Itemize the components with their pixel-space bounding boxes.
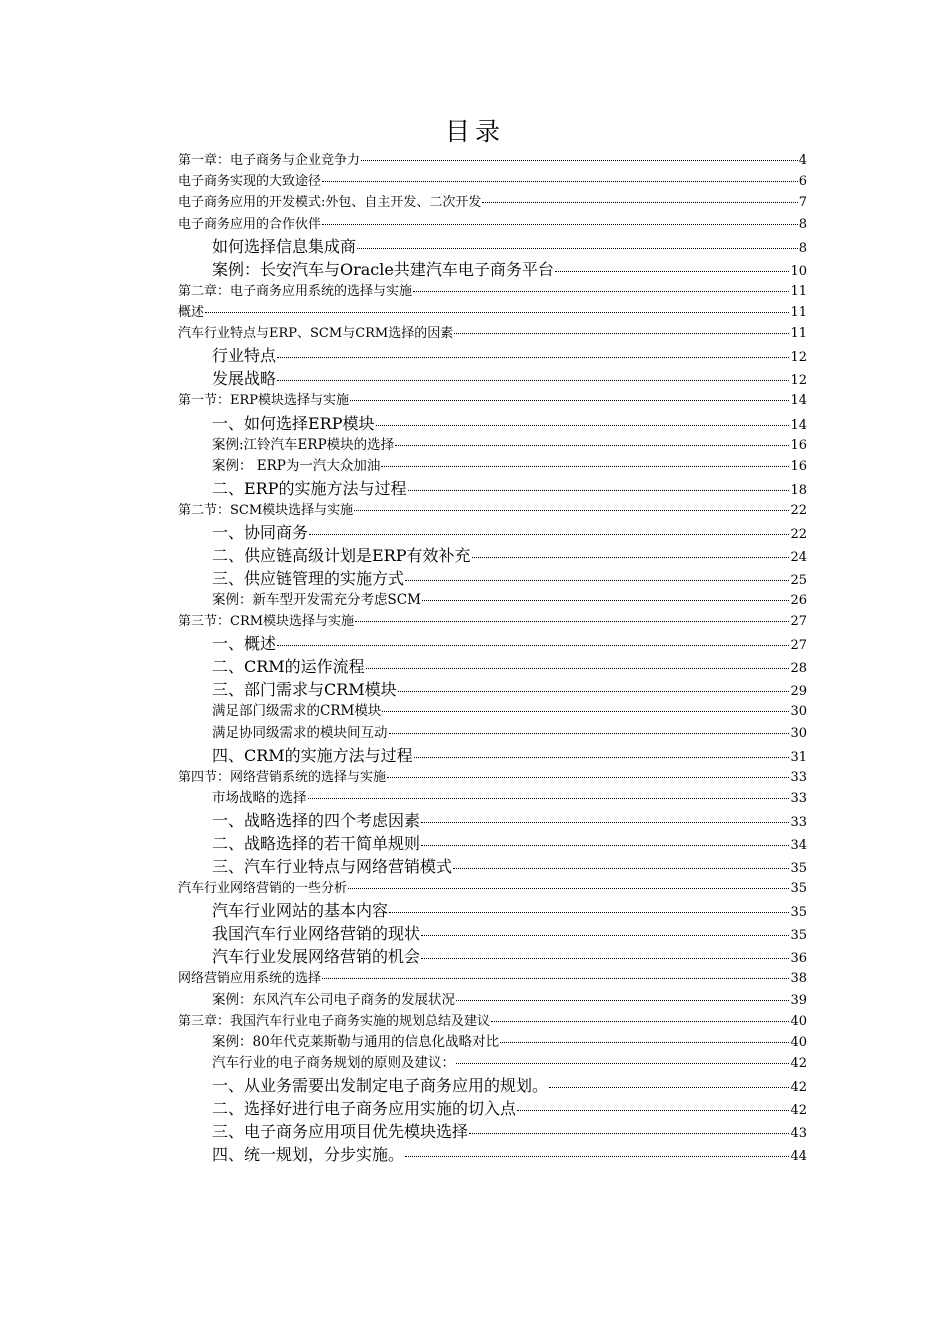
toc-entry-page-number: 18 (790, 482, 807, 498)
toc-entry-page-number: 11 (790, 326, 807, 342)
toc-entry-label: 一、概述 (212, 634, 277, 654)
toc-entry-label: 汽车行业特点与ERP、SCM与CRM选择的因素 (178, 326, 454, 342)
dot-leader (395, 445, 789, 446)
toc-entry-label: 三、供应链管理的实施方式 (212, 569, 405, 589)
dot-leader (421, 845, 789, 846)
toc-entry-label: 第一节：ERP模块选择与实施 (178, 393, 350, 409)
dot-leader (389, 912, 789, 913)
toc-entry-label: 案例：长安汽车与Oracle共建汽车电子商务平台 (212, 259, 554, 279)
dot-leader (398, 691, 790, 692)
toc-entry[interactable] (178, 809, 807, 832)
toc-entry-label: 二、供应链高级计划是ERP有效补充 (212, 546, 471, 566)
toc-entry-label: 发展战略 (212, 369, 277, 389)
toc-entry-label: 案例：新车型开发需充分考虑SCM (212, 592, 421, 609)
toc-entry-label: 四、统一规划，分步实施。 (212, 1145, 405, 1165)
toc-entry-label: 网络营销应用系统的选择 (178, 971, 322, 987)
toc-entry-page-number: 34 (790, 838, 807, 854)
toc-entry[interactable] (178, 456, 807, 477)
toc-entry[interactable] (178, 701, 807, 722)
toc-entry-label: 行业特点 (212, 346, 277, 366)
toc-entry[interactable] (178, 990, 807, 1011)
toc-entry[interactable] (178, 611, 807, 632)
toc-entry-label: 如何选择信息集成商 (212, 236, 357, 256)
dot-leader (408, 490, 790, 491)
toc-entry-page-number: 12 (790, 350, 807, 366)
toc-entry[interactable] (178, 500, 807, 521)
dot-leader (421, 958, 789, 959)
dot-leader (517, 1110, 789, 1111)
toc-entry-page-number: 28 (790, 661, 807, 677)
toc-entry[interactable] (178, 521, 807, 544)
toc-entry-page-number: 33 (790, 791, 807, 806)
toc-entry-label: 满足协同级需求的模块间互动 (212, 724, 388, 741)
toc-entry-label: 三、部门需求与CRM模块 (212, 680, 397, 700)
toc-entry[interactable] (178, 1032, 807, 1053)
toc-entry[interactable] (178, 968, 807, 989)
dot-leader (405, 580, 789, 581)
toc-entry-label: 三、汽车行业特点与网络营销模式 (212, 857, 453, 877)
toc-entry-label: 电子商务应用的合作伙伴 (178, 216, 322, 232)
toc-entry[interactable] (178, 590, 807, 611)
dot-leader (456, 1063, 789, 1064)
toc-entry-page-number: 29 (790, 684, 807, 700)
dot-leader (413, 291, 789, 292)
toc-entry-page-number: 11 (790, 283, 807, 299)
page-title: 目录 (444, 117, 505, 146)
dot-leader (491, 1021, 789, 1022)
dot-leader (549, 1087, 789, 1088)
toc-entry-page-number: 14 (790, 417, 807, 433)
toc-entry-page-number: 42 (790, 1056, 807, 1072)
dot-leader (482, 202, 797, 203)
toc-entry-label: 三、电子商务应用项目优先模块选择 (212, 1122, 469, 1142)
toc-entry[interactable] (178, 567, 807, 590)
toc-entry-page-number: 16 (790, 437, 807, 453)
toc-entry[interactable] (178, 281, 807, 302)
dot-leader (421, 822, 789, 823)
toc-entry-label: 案例：80年代克莱斯勒与通用的信息化战略对比 (212, 1033, 500, 1050)
toc-entry[interactable] (178, 323, 807, 344)
toc-entry[interactable] (178, 744, 807, 767)
toc-entry[interactable] (178, 435, 807, 456)
toc-entry-page-number: 33 (790, 769, 807, 785)
dot-leader (350, 400, 789, 401)
toc-entry-page-number: 8 (798, 240, 807, 256)
toc-entry-page-number: 4 (798, 153, 807, 168)
toc-entry-label: 第三节：CRM模块选择与实施 (178, 614, 355, 630)
dot-leader (382, 711, 789, 712)
toc-entry-label: 案例：东风汽车公司电子商务的发展状况 (212, 991, 455, 1008)
toc-entry-page-number: 7 (798, 195, 807, 211)
toc-entry-label: 案例:江铃汽车ERP模块的选择 (212, 436, 395, 453)
toc-entry-label: 电子商务实现的大致途径 (178, 174, 322, 190)
toc-entry-label: 案例： ERP为一汽大众加油 (212, 457, 381, 474)
toc-entry-page-number: 12 (790, 373, 807, 389)
toc-entry[interactable] (178, 150, 807, 171)
dot-leader (357, 248, 798, 249)
toc-entry[interactable] (178, 390, 807, 411)
dot-leader (205, 312, 789, 313)
dot-leader (454, 333, 789, 334)
toc-entry-page-number: 33 (790, 815, 807, 831)
toc-entry[interactable] (178, 344, 807, 367)
toc-entry-label: 第二章：电子商务应用系统的选择与实施 (178, 283, 413, 299)
toc-entry[interactable] (178, 258, 807, 281)
dot-leader (500, 1042, 789, 1043)
toc-entry-page-number: 30 (790, 725, 807, 741)
toc-entry-label: 汽车行业网站的基本内容 (212, 901, 389, 921)
toc-entry-page-number: 26 (790, 593, 807, 609)
dot-leader (376, 425, 790, 426)
toc-entry-page-number: 35 (790, 881, 807, 897)
dot-leader (414, 757, 790, 758)
dot-leader (348, 888, 789, 889)
dot-leader (355, 621, 789, 622)
dot-leader (453, 868, 789, 869)
toc-entry-page-number: 6 (798, 174, 807, 190)
toc-entry-page-number: 25 (790, 573, 807, 589)
toc-entry-label: 汽车行业发展网络营销的机会 (212, 947, 421, 967)
toc-entry[interactable] (178, 922, 807, 945)
toc-entry-label: 二、战略选择的若干简单规则 (212, 834, 421, 854)
toc-entry-label: 电子商务应用的开发模式:外包、自主开发、二次开发 (178, 195, 482, 211)
toc-entry-page-number: 42 (790, 1103, 807, 1119)
toc-entry-page-number: 30 (790, 704, 807, 720)
toc-entry[interactable] (178, 412, 807, 435)
dot-leader (405, 1156, 789, 1157)
dot-leader (322, 224, 798, 225)
dot-leader (308, 798, 790, 799)
dot-leader (389, 733, 790, 734)
toc-entry[interactable] (178, 878, 807, 899)
toc-entry-page-number: 36 (790, 951, 807, 967)
toc-entry[interactable] (178, 477, 807, 500)
table-of-contents (178, 150, 807, 1166)
toc-entry[interactable] (178, 899, 807, 922)
dot-leader (354, 510, 789, 511)
toc-entry[interactable] (178, 1011, 807, 1032)
toc-entry-page-number: 35 (790, 905, 807, 921)
toc-entry[interactable] (178, 367, 807, 390)
toc-entry-label: 一、从业务需要出发制定电子商务应用的规划。 (212, 1076, 549, 1096)
dot-leader (456, 1000, 789, 1001)
toc-entry-label: 我国汽车行业网络营销的现状 (212, 924, 421, 944)
toc-entry[interactable] (178, 235, 807, 258)
toc-entry-page-number: 27 (790, 638, 807, 654)
toc-entry[interactable] (178, 544, 807, 567)
toc-entry[interactable] (178, 945, 807, 968)
toc-entry-label: 第三章：我国汽车行业电子商务实施的规划总结及建议 (178, 1013, 491, 1029)
toc-entry[interactable] (178, 655, 807, 678)
toc-entry-label: 汽车行业的电子商务规划的原则及建议： (212, 1055, 455, 1072)
toc-entry-label: 第四节：网络营销系统的选择与实施 (178, 769, 387, 785)
toc-entry-page-number: 35 (790, 928, 807, 944)
toc-entry[interactable] (178, 1120, 807, 1143)
dot-leader (277, 357, 789, 358)
toc-entry[interactable] (178, 767, 807, 788)
dot-leader (555, 271, 790, 272)
dot-leader (421, 935, 789, 936)
toc-entry[interactable] (178, 832, 807, 855)
toc-entry-label: 二、选择好进行电子商务应用实施的切入点 (212, 1099, 517, 1119)
toc-entry-page-number: 40 (790, 1013, 807, 1029)
toc-entry-page-number: 11 (790, 304, 807, 320)
dot-leader (322, 181, 798, 182)
toc-entry-label: 第一章：电子商务与企业竞争力 (178, 153, 361, 168)
dot-leader (366, 668, 790, 669)
toc-entry[interactable] (178, 788, 807, 809)
toc-entry-label: 二、CRM的运作流程 (212, 657, 365, 677)
toc-entry[interactable] (178, 192, 807, 213)
dot-leader (422, 600, 790, 601)
toc-entry[interactable] (178, 171, 807, 192)
toc-entry-page-number: 39 (790, 992, 807, 1008)
toc-entry[interactable] (178, 1143, 807, 1166)
toc-entry-label: 概述 (178, 304, 205, 320)
toc-entry-label: 一、如何选择ERP模块 (212, 413, 375, 433)
toc-entry-page-number: 31 (790, 749, 807, 765)
dot-leader (277, 380, 789, 381)
toc-entry-page-number: 16 (790, 458, 807, 474)
toc-entry-page-number: 38 (790, 971, 807, 987)
toc-entry-page-number: 42 (790, 1080, 807, 1096)
dot-leader (469, 1133, 789, 1134)
toc-entry-page-number: 10 (790, 263, 807, 279)
dot-leader (472, 557, 790, 558)
toc-entry-label: 第二节：SCM模块选择与实施 (178, 502, 354, 518)
toc-entry[interactable] (178, 214, 807, 235)
toc-entry[interactable] (178, 723, 807, 744)
toc-entry[interactable] (178, 1074, 807, 1097)
dot-leader (361, 160, 798, 161)
toc-entry-page-number: 35 (790, 861, 807, 877)
toc-entry[interactable] (178, 302, 807, 323)
toc-entry-page-number: 14 (790, 393, 807, 409)
toc-entry-label: 满足部门级需求的CRM模块 (212, 703, 382, 720)
toc-entry-page-number: 44 (790, 1149, 807, 1165)
toc-entry-page-number: 22 (790, 502, 807, 518)
toc-entry[interactable] (178, 855, 807, 878)
toc-entry[interactable] (178, 1053, 807, 1074)
toc-entry-label: 二、ERP的实施方法与过程 (212, 478, 407, 498)
toc-entry[interactable] (178, 632, 807, 655)
dot-leader (309, 534, 789, 535)
toc-entry-page-number: 24 (790, 550, 807, 566)
toc-entry-page-number: 40 (790, 1034, 807, 1050)
toc-entry-label: 汽车行业网络营销的一些分析 (178, 881, 348, 897)
toc-entry-page-number: 27 (790, 614, 807, 630)
toc-entry[interactable] (178, 678, 807, 701)
toc-entry-label: 一、战略选择的四个考虑因素 (212, 811, 421, 831)
dot-leader (277, 645, 789, 646)
dot-leader (381, 466, 789, 467)
toc-entry-label: 一、协同商务 (212, 523, 309, 543)
dot-leader (387, 777, 789, 778)
toc-entry[interactable] (178, 1097, 807, 1120)
toc-entry-page-number: 43 (790, 1126, 807, 1142)
toc-entry-page-number: 22 (790, 527, 807, 543)
dot-leader (322, 978, 789, 979)
toc-entry-page-number: 8 (798, 216, 807, 232)
toc-entry-label: 四、CRM的实施方法与过程 (212, 745, 413, 765)
toc-entry-label: 市场战略的选择 (212, 790, 307, 806)
